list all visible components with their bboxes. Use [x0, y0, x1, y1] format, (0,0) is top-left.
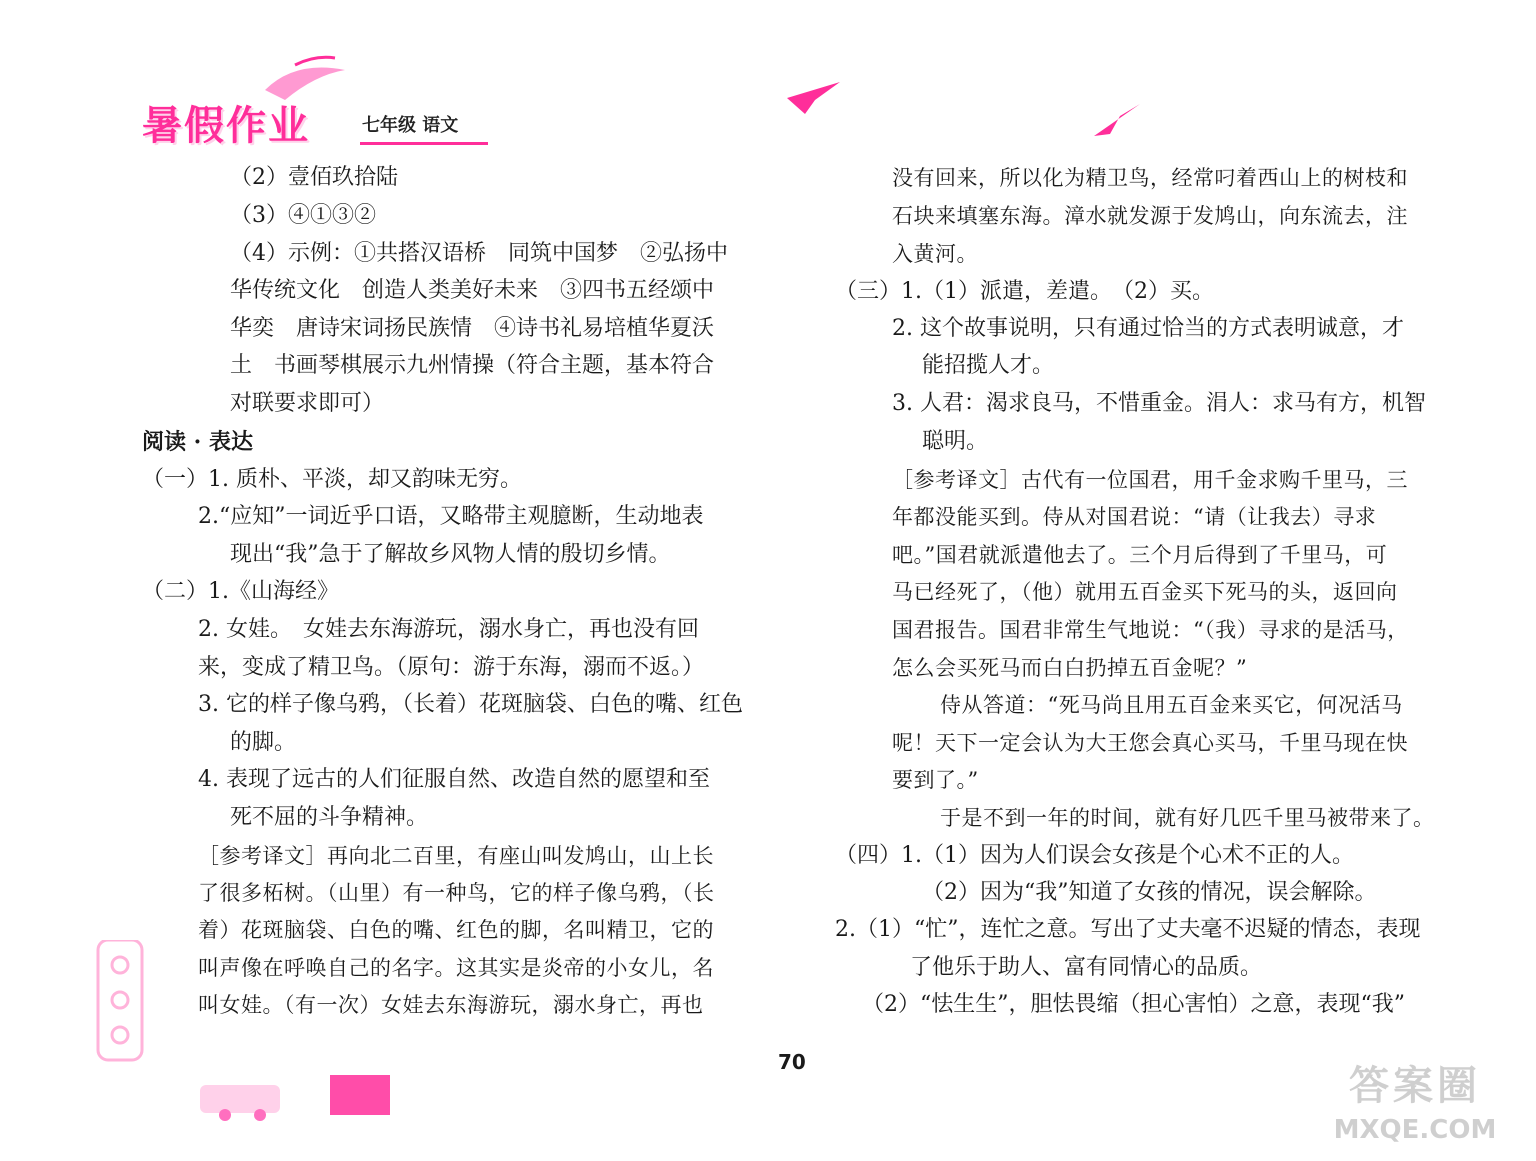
text-line: 着）花斑脑袋、白色的嘴、红色的脚，名叫精卫，它的 [198, 918, 714, 942]
text-line: 于是不到一年的时间，就有好几匹千里马被带来了。 [940, 806, 1435, 830]
text-line: ［参考译文］古代有一位国君，用千金求购千里马，三 [892, 468, 1408, 492]
text-line: 能招揽人才。 [922, 353, 1055, 378]
text-line: （一）1. 质朴、平淡，却又韵味无穷。 [142, 467, 522, 492]
text-line: 2. 这个故事说明，只有通过恰当的方式表明诚意，才 [892, 316, 1404, 341]
text-line: 对联要求即可） [230, 391, 385, 416]
text-line: 石块来填塞东海。漳水就发源于发鸠山，向东流去，注 [892, 204, 1408, 228]
text-line: 3. 它的样子像乌鸦，（长着）花斑脑袋、白色的嘴、红色 [198, 692, 743, 717]
header-underline [360, 142, 488, 145]
text-line: 土 书画琴棋展示九州情操（符合主题，基本符合 [230, 353, 715, 378]
watermark-url: MXQE.COM [1333, 1115, 1497, 1145]
text-line: 侍从答道：“死马尚且用五百金来买它，何况活马 [940, 693, 1403, 717]
text-line: （四）1.（1）因为人们误会女孩是个心术不正的人。 [835, 843, 1354, 868]
text-line: 了很多柘树。（山里）有一种鸟，它的样子像乌鸦，（长 [198, 881, 715, 905]
text-line: 4. 表现了远古的人们征服自然、改造自然的愿望和至 [198, 767, 710, 792]
text-line: 吧。”国君就派遣他去了。三个月后得到了千里马，可 [892, 543, 1388, 567]
text-line: （三）1.（1）派遣，差遣。 （2）买。 [835, 279, 1214, 304]
text-line: 2. 女娃。 女娃去东海游玩，溺水身亡，再也没有回 [198, 617, 699, 642]
text-line: 马已经死了，（他）就用五百金买下死马的头，返回向 [892, 580, 1398, 604]
page-number: 70 [778, 1050, 806, 1074]
text-line: 国君报告。国君非常生气地说：“（我）寻求的是活马， [892, 618, 1409, 642]
text-line: （2）因为“我”知道了女孩的情况，误会解除。 [922, 880, 1377, 905]
section-heading: 阅读 · 表达 [142, 429, 253, 455]
text-line: 聪明。 [922, 429, 989, 454]
text-line: 叫声像在呼唤自己的名字。这其实是炎帝的小女儿，名 [198, 956, 714, 980]
text-line: （2）壹佰玖拾陆 [230, 165, 398, 190]
text-line: 3. 人君：渴求良马，不惜重金。涓人：求马有方，机智 [892, 391, 1426, 416]
text-line: 呢！天下一定会认为大王您会真心买马，千里马现在快 [892, 731, 1408, 755]
text-line: 没有回来，所以化为精卫鸟，经常叼着西山上的树枝和 [892, 166, 1408, 190]
text-line: 入黄河。 [892, 242, 978, 266]
text-line: （2）“怯生生”，胆怯畏缩（担心害怕）之意，表现“我” [862, 992, 1405, 1017]
header-subtitle: 七年级 语文 [362, 115, 459, 136]
text-line: 2.“应知”一词近乎口语，又略带主观臆断，生动地表 [198, 504, 704, 529]
text-line: 叫女娃。（有一次）女娃去东海游玩，溺水身亡，再也 [198, 993, 704, 1017]
text-line: 来，变成了精卫鸟。（原句：游于东海，溺而不返。） [198, 655, 705, 680]
text-line: ［参考译文］再向北二百里，有座山叫发鸠山，山上长 [198, 844, 714, 868]
text-line: 要到了。” [892, 768, 979, 792]
pink-arrow-decoration [785, 78, 845, 118]
header-logo: 暑假作业 [142, 103, 310, 149]
text-line: （二）1.《山海经》 [142, 579, 339, 604]
text-line: 华传统文化 创造人类美好未来 ③四书五经颂中 [230, 278, 715, 303]
text-line: 现出“我”急于了解故乡风物人情的殷切乡情。 [230, 542, 671, 567]
text-line: 华奕 唐诗宋词扬民族情 ④诗书礼易培植华夏沃 [230, 316, 715, 341]
text-line: （4）示例：①共搭汉语桥 同筑中国梦 ②弘扬中 [230, 241, 728, 266]
pink-binding-decoration [90, 940, 150, 1070]
watermark [1300, 1058, 1530, 1158]
text-line: 2.（1）“忙”，连忙之意。写出了丈夫毫不迟疑的情态，表现 [835, 917, 1421, 942]
watermark-logo-text: 答案圈 [1349, 1063, 1481, 1109]
text-line: 了他乐于助人、富有同情心的品质。 [910, 955, 1263, 980]
text-line: 年都没能买到。侍从对国君说：“请（让我去）寻求 [892, 505, 1377, 529]
pink-arrow-decoration [1090, 100, 1150, 140]
text-line: 怎么会买死马而白白扔掉五百金呢？” [892, 656, 1248, 680]
text-line: 死不屈的斗争精神。 [230, 805, 429, 830]
text-line: 的脚。 [230, 730, 297, 755]
text-line: （3）④①③② [230, 203, 376, 228]
pink-footer-decoration [200, 1075, 400, 1125]
